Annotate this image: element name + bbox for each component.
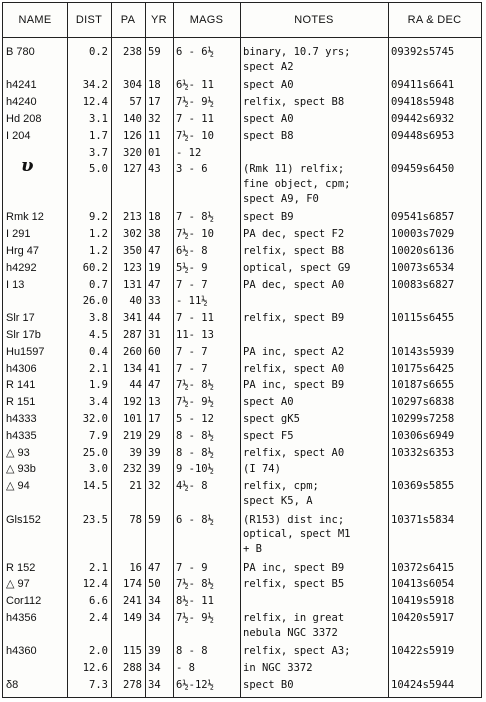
cell-yr: 39 <box>148 446 161 459</box>
cell-dist: 1.2 <box>89 245 108 257</box>
column-divider <box>145 3 146 697</box>
cell-notes: PA inc, spect B9 <box>243 379 345 392</box>
cell-name: I 204 <box>6 129 31 142</box>
cell-name: △ 94 <box>6 480 30 493</box>
cell-name: B 780 <box>6 46 35 58</box>
cell-pa: 40 <box>129 295 142 308</box>
cell-name: Slr 17 <box>6 312 35 325</box>
cell-notes: spect A0 <box>243 113 294 125</box>
cell-notes: spect F5 <box>243 429 294 442</box>
cell-mags: 8 - 8 <box>176 645 208 658</box>
cell-notes: relfix, spect A0 <box>243 362 345 375</box>
cell-name: υ <box>21 155 34 177</box>
cell-dist: 3.8 <box>89 312 108 325</box>
cell-notes: nebula NGC 3372 <box>243 626 338 639</box>
cell-radec: 10424s5944 <box>391 679 455 691</box>
cell-notes: relfix, spect A0 <box>243 446 345 459</box>
cell-mags: 8 - 8½ <box>176 446 214 459</box>
cell-mags: 7½- 10 <box>176 129 214 142</box>
cell-notes: spect gK5 <box>243 413 300 425</box>
cell-dist: 32.0 <box>82 413 108 425</box>
cell-mags: 8½- 11 <box>176 595 214 608</box>
cell-dist: 3.0 <box>89 463 108 476</box>
cell-notes: spect A9, F0 <box>243 192 319 205</box>
cell-radec: 09418s5948 <box>391 96 455 109</box>
cell-radec: 10332s6353 <box>391 446 455 459</box>
cell-yr: 17 <box>148 413 161 425</box>
cell-name: h4241 <box>6 79 37 92</box>
cell-notes: relfix, spect B5 <box>243 578 345 591</box>
cell-name: Hrg 47 <box>6 245 40 257</box>
cell-dist: 6.6 <box>89 595 108 608</box>
column-divider <box>388 3 389 697</box>
cell-pa: 16 <box>129 561 142 574</box>
cell-pa: 278 <box>123 679 142 691</box>
cell-name: Slr 17b <box>6 329 41 341</box>
cell-yr: 43 <box>148 163 161 176</box>
cell-dist: 0.7 <box>89 278 108 291</box>
cell-radec: 10115s6455 <box>391 312 455 325</box>
cell-mags: 7 - 11 <box>176 312 214 325</box>
cell-dist: 1.9 <box>89 379 108 392</box>
cell-mags: 7½- 8½ <box>176 379 214 392</box>
double-star-table <box>2 2 482 698</box>
cell-mags: 6½- 8 <box>176 245 208 257</box>
cell-yr: 59 <box>148 513 161 526</box>
cell-mags: 6½- 11 <box>176 79 214 92</box>
cell-radec: 10369s5855 <box>391 480 455 493</box>
cell-name: h4306 <box>6 362 37 375</box>
cell-yr: 34 <box>148 612 161 624</box>
header-name: NAME <box>3 3 67 38</box>
cell-notes: relfix, cpm; <box>243 480 319 493</box>
cell-yr: 34 <box>148 662 161 675</box>
cell-mags: - 11½ <box>176 295 208 308</box>
cell-name: R 152 <box>6 561 36 574</box>
cell-notes: PA dec, spect A0 <box>243 278 345 291</box>
cell-dist: 3.4 <box>89 396 108 409</box>
column-divider <box>240 3 241 697</box>
cell-dist: 2.1 <box>89 561 108 574</box>
cell-pa: 260 <box>123 345 142 358</box>
cell-dist: 5.0 <box>89 163 108 176</box>
cell-dist: 1.2 <box>89 228 108 241</box>
cell-dist: 12.4 <box>82 96 108 109</box>
cell-dist: 0.2 <box>89 46 108 58</box>
cell-pa: 127 <box>123 163 142 176</box>
cell-name: R 141 <box>6 379 36 392</box>
cell-dist: 4.5 <box>89 329 108 341</box>
cell-dist: 7.9 <box>89 429 108 442</box>
cell-pa: 21 <box>129 480 142 493</box>
cell-notes: PA inc, spect B9 <box>243 561 345 574</box>
cell-mags: 7½- 8½ <box>176 578 214 591</box>
cell-dist: 3.7 <box>89 146 108 159</box>
cell-pa: 78 <box>129 513 142 526</box>
header-pa: PA <box>111 3 145 38</box>
cell-radec: 10187s6655 <box>391 379 455 392</box>
cell-dist: 34.2 <box>82 79 108 92</box>
cell-notes: (Rmk 11) relfix; <box>243 163 345 176</box>
cell-dist: 3.1 <box>89 113 108 125</box>
column-divider <box>111 3 112 697</box>
cell-notes: relfix, spect B8 <box>243 96 345 109</box>
cell-name: R 151 <box>6 396 36 409</box>
cell-mags: 7½- 9½ <box>176 612 214 624</box>
cell-yr: 47 <box>148 561 161 574</box>
cell-dist: 2.1 <box>89 362 108 375</box>
cell-dist: 12.6 <box>82 662 108 675</box>
column-divider <box>67 3 68 697</box>
cell-radec: 10413s6054 <box>391 578 455 591</box>
cell-dist: 12.4 <box>82 578 108 591</box>
cell-notes: spect A0 <box>243 396 294 409</box>
cell-pa: 304 <box>123 79 142 92</box>
cell-mags: - 12 <box>176 146 202 159</box>
cell-pa: 213 <box>123 211 142 224</box>
cell-pa: 174 <box>123 578 142 591</box>
cell-radec: 10297s6838 <box>391 396 455 409</box>
cell-pa: 320 <box>123 146 142 159</box>
cell-yr: 44 <box>148 312 161 325</box>
cell-mags: 7 - 8½ <box>176 211 214 224</box>
cell-yr: 39 <box>148 463 161 476</box>
cell-notes: in NGC 3372 <box>243 662 313 675</box>
cell-radec: 09442s6932 <box>391 113 455 125</box>
header-radec: RA & DEC <box>388 3 481 38</box>
cell-notes: optical, spect G9 <box>243 261 351 274</box>
cell-mags: 4½- 8 <box>176 480 208 493</box>
cell-notes: spect A2 <box>243 60 294 73</box>
cell-mags: 11- 13 <box>176 329 214 341</box>
cell-yr: 29 <box>148 429 161 442</box>
cell-dist: 9.2 <box>89 211 108 224</box>
cell-dist: 25.0 <box>82 446 108 459</box>
header-mags: MAGS <box>173 3 240 38</box>
cell-yr: 47 <box>148 278 161 291</box>
cell-radec: 09411s6641 <box>391 79 455 92</box>
cell-radec: 10175s6425 <box>391 362 455 375</box>
cell-pa: 134 <box>123 362 142 375</box>
cell-name: I 291 <box>6 228 31 241</box>
cell-notes: (I 74) <box>243 463 281 476</box>
cell-mags: 7 - 7 <box>176 362 208 375</box>
cell-notes: fine object, cpm; <box>243 178 351 190</box>
cell-yr: 18 <box>148 79 161 92</box>
cell-radec: 10422s5919 <box>391 645 455 658</box>
cell-yr: 47 <box>148 245 161 257</box>
cell-name: I 13 <box>6 278 25 291</box>
cell-yr: 33 <box>148 295 161 308</box>
cell-notes: relfix, spect A3; <box>243 645 351 658</box>
cell-mags: 7½- 10 <box>176 228 214 241</box>
cell-yr: 39 <box>148 645 161 658</box>
cell-radec: 09392s5745 <box>391 46 455 58</box>
cell-yr: 60 <box>148 345 161 358</box>
cell-yr: 18 <box>148 211 161 224</box>
cell-name: Rmk 12 <box>6 211 44 224</box>
cell-name: △ 93b <box>6 463 36 476</box>
cell-pa: 101 <box>123 413 142 425</box>
cell-notes: spect A0 <box>243 79 294 92</box>
cell-yr: 13 <box>148 396 161 409</box>
cell-yr: 32 <box>148 480 161 493</box>
cell-pa: 149 <box>123 612 142 624</box>
cell-notes: PA inc, spect A2 <box>243 345 345 358</box>
cell-yr: 34 <box>148 679 161 691</box>
cell-radec: 10372s6415 <box>391 561 455 574</box>
cell-radec: 10003s7029 <box>391 228 455 241</box>
cell-pa: 288 <box>123 662 142 675</box>
cell-name: h4335 <box>6 429 37 442</box>
cell-pa: 126 <box>123 129 142 142</box>
cell-notes: optical, spect M1 <box>243 528 351 541</box>
cell-mags: 7 - 11 <box>176 113 214 125</box>
header-notes: NOTES <box>240 3 388 38</box>
cell-yr: 01 <box>148 146 161 159</box>
cell-dist: 26.0 <box>82 295 108 308</box>
cell-dist: 7.3 <box>89 679 108 691</box>
cell-yr: 19 <box>148 261 161 274</box>
cell-name: δ8 <box>6 679 19 691</box>
cell-pa: 44 <box>129 379 142 392</box>
cell-yr: 32 <box>148 113 161 125</box>
cell-radec: 09459s6450 <box>391 163 455 176</box>
cell-pa: 241 <box>123 595 142 608</box>
cell-notes: (R153) dist inc; <box>243 513 345 526</box>
cell-mags: 3 - 6 <box>176 163 208 176</box>
cell-yr: 47 <box>148 379 161 392</box>
cell-mags: 7½- 9½ <box>176 396 214 409</box>
header-dist: DIST <box>67 3 111 38</box>
cell-pa: 123 <box>123 261 142 274</box>
cell-mags: - 8 <box>176 662 195 675</box>
cell-dist: 60.2 <box>82 261 108 274</box>
cell-pa: 39 <box>129 446 142 459</box>
cell-pa: 341 <box>123 312 142 325</box>
cell-notes: spect B9 <box>243 211 294 224</box>
cell-name: Hu1597 <box>6 345 45 358</box>
cell-name: △ 97 <box>6 578 30 591</box>
cell-name: h4356 <box>6 612 37 624</box>
cell-pa: 302 <box>123 228 142 241</box>
cell-notes: binary, 10.7 yrs; <box>243 46 351 58</box>
cell-mags: 5 - 12 <box>176 413 214 425</box>
header-divider <box>3 37 481 38</box>
cell-name: Hd 208 <box>6 113 42 125</box>
header-yr: YR <box>145 3 173 38</box>
cell-pa: 131 <box>123 278 142 291</box>
cell-mags: 6 - 6½ <box>176 46 214 58</box>
cell-yr: 59 <box>148 46 161 58</box>
cell-radec: 10371s5834 <box>391 513 455 526</box>
cell-mags: 5½- 9 <box>176 261 208 274</box>
cell-yr: 50 <box>148 578 161 591</box>
cell-yr: 31 <box>148 329 161 341</box>
cell-yr: 17 <box>148 96 161 109</box>
cell-mags: 7 - 7 <box>176 345 208 358</box>
cell-radec: 10020s6136 <box>391 245 455 257</box>
cell-notes: spect B8 <box>243 129 294 142</box>
cell-radec: 10299s7258 <box>391 413 455 425</box>
cell-pa: 115 <box>123 645 142 658</box>
cell-mags: 6½-12½ <box>176 679 214 691</box>
cell-name: h4360 <box>6 645 37 658</box>
cell-mags: 7 - 7 <box>176 278 208 291</box>
cell-radec: 10073s6534 <box>391 261 455 274</box>
cell-notes: + B <box>243 542 262 555</box>
cell-dist: 0.4 <box>89 345 108 358</box>
cell-notes: relfix, in great <box>243 612 345 624</box>
cell-notes: spect B0 <box>243 679 294 691</box>
cell-pa: 192 <box>123 396 142 409</box>
cell-radec: 10143s5939 <box>391 345 455 358</box>
cell-radec: 09541s6857 <box>391 211 455 224</box>
cell-mags: 6 - 8½ <box>176 513 214 526</box>
cell-yr: 11 <box>148 129 161 142</box>
cell-notes: PA dec, spect F2 <box>243 228 345 241</box>
cell-name: h4292 <box>6 261 37 274</box>
column-divider <box>173 3 174 697</box>
cell-name: Gls152 <box>6 513 41 526</box>
cell-dist: 1.7 <box>89 129 108 142</box>
cell-pa: 232 <box>123 463 142 476</box>
cell-dist: 2.0 <box>89 645 108 658</box>
cell-name: △ 93 <box>6 446 30 459</box>
cell-notes: spect K5, A <box>243 494 313 507</box>
cell-name: Cor112 <box>6 595 42 608</box>
cell-radec: 10083s6827 <box>391 278 455 291</box>
cell-pa: 140 <box>123 113 142 125</box>
cell-radec: 10419s5918 <box>391 595 455 608</box>
cell-notes: relfix, spect B9 <box>243 312 345 325</box>
cell-radec: 10420s5917 <box>391 612 455 624</box>
cell-pa: 57 <box>129 96 142 109</box>
cell-name: h4240 <box>6 96 37 109</box>
cell-yr: 38 <box>148 228 161 241</box>
cell-yr: 34 <box>148 595 161 608</box>
cell-mags: 9 -10½ <box>176 463 214 476</box>
cell-mags: 8 - 8½ <box>176 429 214 442</box>
cell-dist: 14.5 <box>82 480 108 493</box>
cell-pa: 219 <box>123 429 142 442</box>
cell-pa: 350 <box>123 245 142 257</box>
cell-yr: 41 <box>148 362 161 375</box>
cell-dist: 23.5 <box>82 513 108 526</box>
cell-dist: 2.4 <box>89 612 108 624</box>
cell-pa: 287 <box>123 329 142 341</box>
cell-notes: relfix, spect B8 <box>243 245 345 257</box>
cell-name: h4333 <box>6 413 37 425</box>
cell-radec: 10306s6949 <box>391 429 455 442</box>
cell-pa: 238 <box>123 46 142 58</box>
cell-radec: 09448s6953 <box>391 129 455 142</box>
cell-mags: 7½- 9½ <box>176 96 214 109</box>
cell-mags: 7 - 9 <box>176 561 208 574</box>
